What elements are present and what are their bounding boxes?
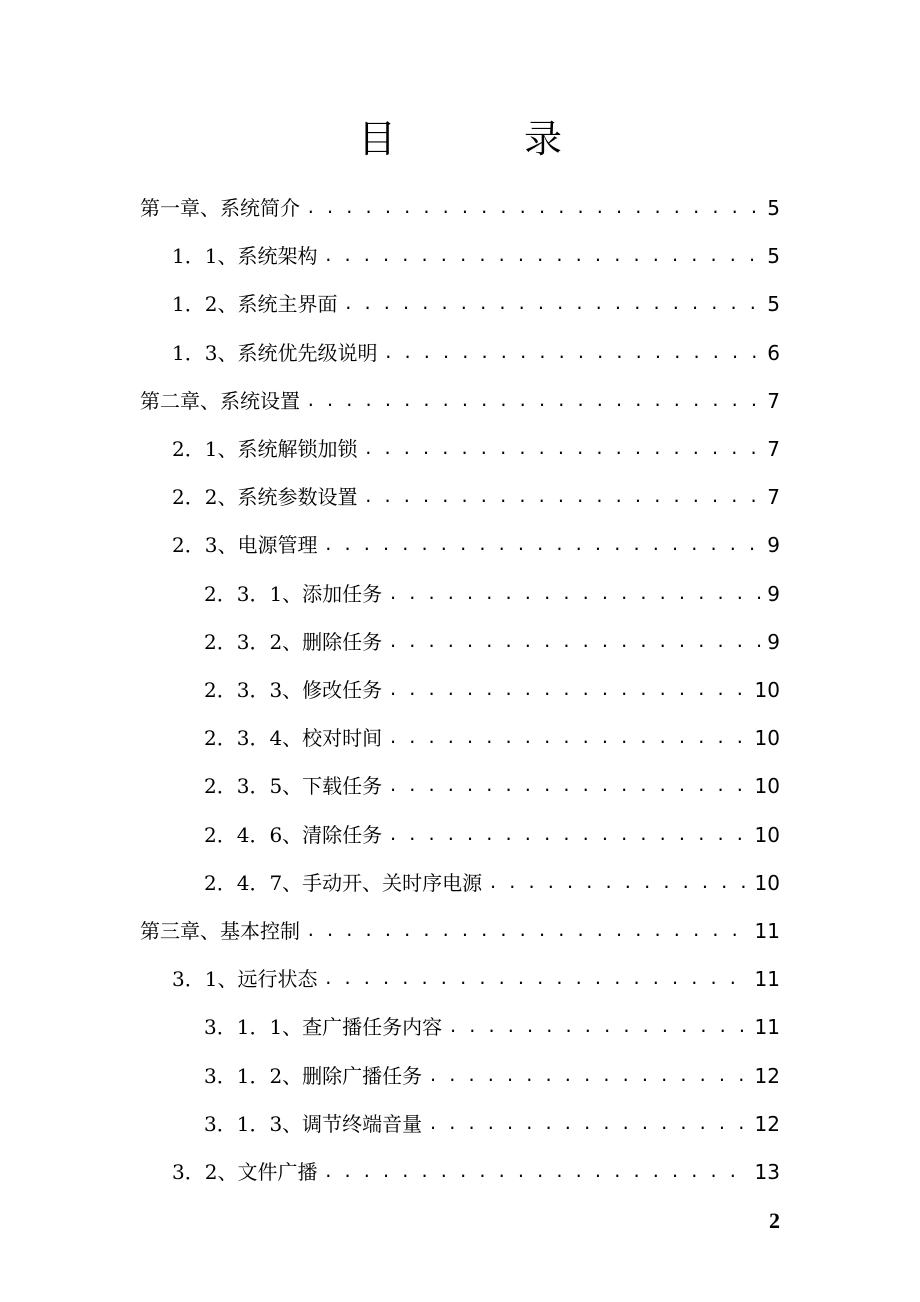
toc-entry-text: 2．3．3、修改任务 bbox=[204, 678, 383, 702]
toc-entry-text: 3．1．1、查广播任务内容 bbox=[204, 1015, 443, 1040]
toc-entry-page: 11 bbox=[754, 1015, 780, 1040]
dot-leader bbox=[306, 919, 749, 943]
dot-leader bbox=[306, 389, 761, 413]
toc-entry[interactable] bbox=[172, 951, 780, 991]
toc-entry-page: 11 bbox=[754, 967, 780, 992]
toc-entry-page: 12 bbox=[754, 1111, 780, 1136]
dot-leader bbox=[383, 341, 761, 365]
dot-leader bbox=[388, 726, 748, 750]
toc-entry-text: 第二章、系统设置 bbox=[140, 388, 300, 413]
toc-entry[interactable] bbox=[204, 999, 780, 1039]
toc-entry-page: 10 bbox=[754, 774, 780, 799]
toc-entry[interactable] bbox=[204, 710, 780, 750]
toc-entry-text: 1．2、系统主界面 bbox=[172, 292, 338, 317]
toc-entry[interactable] bbox=[140, 180, 780, 220]
toc-entry[interactable] bbox=[204, 807, 780, 847]
toc-entry-page: 10 bbox=[754, 870, 780, 895]
toc-entry-page: 7 bbox=[767, 388, 780, 413]
dot-leader bbox=[363, 485, 761, 509]
toc-entry-page: 5 bbox=[767, 292, 780, 317]
toc-entry[interactable] bbox=[172, 421, 780, 461]
toc-entry-text: 3．1．2、删除广播任务 bbox=[204, 1063, 423, 1088]
toc-entry[interactable] bbox=[204, 566, 780, 606]
dot-leader bbox=[388, 630, 761, 654]
toc-entry[interactable] bbox=[204, 1048, 780, 1088]
toc-entry-page: 7 bbox=[767, 485, 780, 510]
toc-entry-text: 3．1、远行状态 bbox=[172, 967, 318, 992]
toc-entry-text: 1．3、系统优先级说明 bbox=[172, 340, 378, 365]
toc-entry-page: 5 bbox=[767, 244, 780, 269]
toc-entry-text: 2．3．4、校对时间 bbox=[204, 726, 383, 751]
toc-entry[interactable] bbox=[172, 228, 780, 268]
toc-entry-page: 10 bbox=[754, 726, 780, 751]
toc-entry[interactable] bbox=[140, 903, 780, 943]
toc-entry-page: 11 bbox=[754, 919, 780, 943]
toc-title-char-1: 目 bbox=[357, 117, 396, 161]
dot-leader bbox=[323, 967, 748, 991]
toc-entry-text: 2．4．7、手动开、关时序电源 bbox=[204, 870, 483, 895]
dot-leader bbox=[323, 533, 761, 557]
toc-entry[interactable] bbox=[204, 614, 780, 654]
dot-leader bbox=[388, 678, 748, 702]
toc-entry-text: 1．1、系统架构 bbox=[172, 244, 318, 269]
toc-entry-text: 第一章、系统简介 bbox=[140, 196, 300, 220]
toc-entry-page: 12 bbox=[754, 1063, 780, 1088]
toc-entry-text: 2．3、电源管理 bbox=[172, 533, 318, 558]
dot-leader bbox=[428, 1064, 748, 1088]
toc-entry-text: 2．3．5、下载任务 bbox=[204, 774, 383, 799]
dot-leader bbox=[488, 871, 748, 895]
toc-entry[interactable] bbox=[140, 373, 780, 413]
toc-entry-page: 13 bbox=[754, 1160, 780, 1184]
dot-leader bbox=[448, 1015, 748, 1039]
toc-entry[interactable] bbox=[172, 1144, 780, 1184]
dot-leader bbox=[343, 292, 761, 316]
dot-leader bbox=[323, 1160, 748, 1184]
dot-leader bbox=[388, 823, 748, 847]
dot-leader bbox=[306, 196, 761, 220]
toc-entry[interactable] bbox=[172, 469, 780, 509]
toc-title-char-2: 录 bbox=[524, 117, 563, 161]
toc-entry[interactable] bbox=[172, 276, 780, 316]
toc-entry-text: 第三章、基本控制 bbox=[140, 919, 300, 943]
toc-entry-page: 10 bbox=[754, 678, 780, 702]
toc-entry[interactable] bbox=[204, 1096, 780, 1136]
dot-leader bbox=[428, 1112, 748, 1136]
toc-entry-text: 2．1、系统解锁加锁 bbox=[172, 437, 358, 461]
toc-entry-text: 2．3．2、删除任务 bbox=[204, 629, 383, 654]
toc-entry[interactable] bbox=[204, 758, 780, 798]
toc-title bbox=[0, 108, 920, 163]
toc-entry-text: 3．1．3、调节终端音量 bbox=[204, 1111, 423, 1136]
toc-entry[interactable] bbox=[172, 325, 780, 365]
dot-leader bbox=[323, 244, 761, 268]
toc-entry-text: 2．2、系统参数设置 bbox=[172, 485, 358, 510]
dot-leader bbox=[388, 774, 748, 798]
toc-entry[interactable] bbox=[172, 517, 780, 557]
toc-entry-page: 10 bbox=[754, 822, 780, 847]
toc-entry-text: 2．4．6、清除任务 bbox=[204, 822, 383, 847]
toc-entry-text: 3．2、文件广播 bbox=[172, 1160, 318, 1184]
toc-entry-page: 9 bbox=[767, 629, 780, 654]
toc-entry-page: 6 bbox=[767, 340, 780, 365]
toc-entry-page: 9 bbox=[767, 581, 780, 606]
toc-entry[interactable] bbox=[204, 662, 780, 702]
dot-leader bbox=[363, 437, 761, 461]
toc-entry-text: 2．3．1、添加任务 bbox=[204, 581, 383, 606]
toc-entry-page: 9 bbox=[767, 533, 780, 558]
page-number: 2 bbox=[769, 1208, 780, 1233]
toc-entry-page: 7 bbox=[767, 437, 780, 461]
toc-entry-page: 5 bbox=[767, 196, 780, 220]
dot-leader bbox=[388, 582, 761, 606]
toc-entry[interactable] bbox=[204, 855, 780, 895]
